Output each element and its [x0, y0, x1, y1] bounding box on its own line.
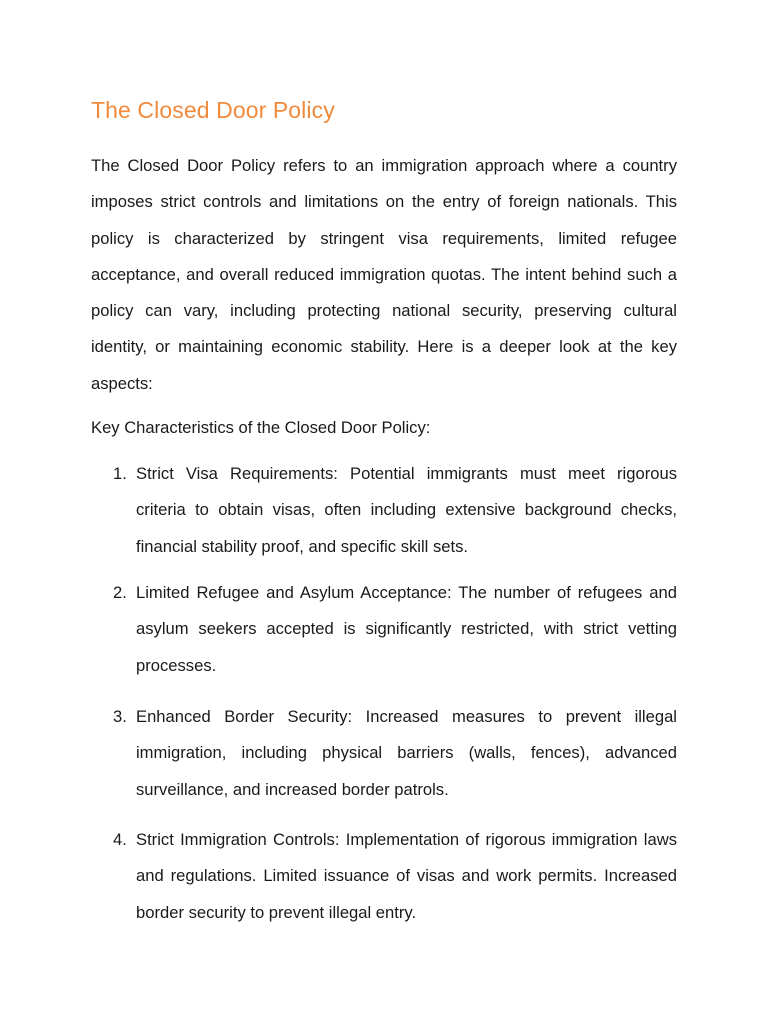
list-item-number: 1.: [113, 464, 127, 483]
list-item: [91, 699, 677, 808]
list-item: [91, 822, 677, 931]
intro-paragraph: The Closed Door Policy refers to an immigration approach where a country imposes strict controls and limitations on the entry of foreign nationals. This policy is characterized by stringent visa requirements, limited refugee acceptance, and overall reduced immigration quotas. The intent behind such a policy can vary, including protecting national security, preserving cultural identity, or maintaining economic stability. Here is a deeper look at the key aspects:: [91, 156, 677, 393]
list-item-number: 2.: [113, 583, 127, 602]
list-item: [91, 456, 677, 565]
list-item: [91, 575, 677, 684]
page-title: The Closed Door Policy: [91, 97, 335, 123]
list-item-number: 4.: [113, 830, 127, 849]
section-subheading: Key Characteristics of the Closed Door Policy:: [91, 418, 431, 437]
list-item-text: Enhanced Border Security: Increased measures to prevent illegal immigration, including physical barriers (walls, fences), advanced surveillance, and increased border patrols.: [136, 707, 677, 799]
list-item-text: Strict Immigration Controls: Implementation of rigorous immigration laws and regulations. Limited issuance of visas and work permits. Increased border security to prevent illegal entry.: [136, 830, 677, 922]
list-item-number: 3.: [113, 707, 127, 726]
list-item-text: Strict Visa Requirements: Potential immigrants must meet rigorous criteria to obtain visas, often including extensive background checks, financial stability proof, and specific skill sets.: [136, 464, 677, 556]
list-item-text: Limited Refugee and Asylum Acceptance: The number of refugees and asylum seekers accepted is significantly restricted, with strict vetting processes.: [136, 583, 677, 675]
